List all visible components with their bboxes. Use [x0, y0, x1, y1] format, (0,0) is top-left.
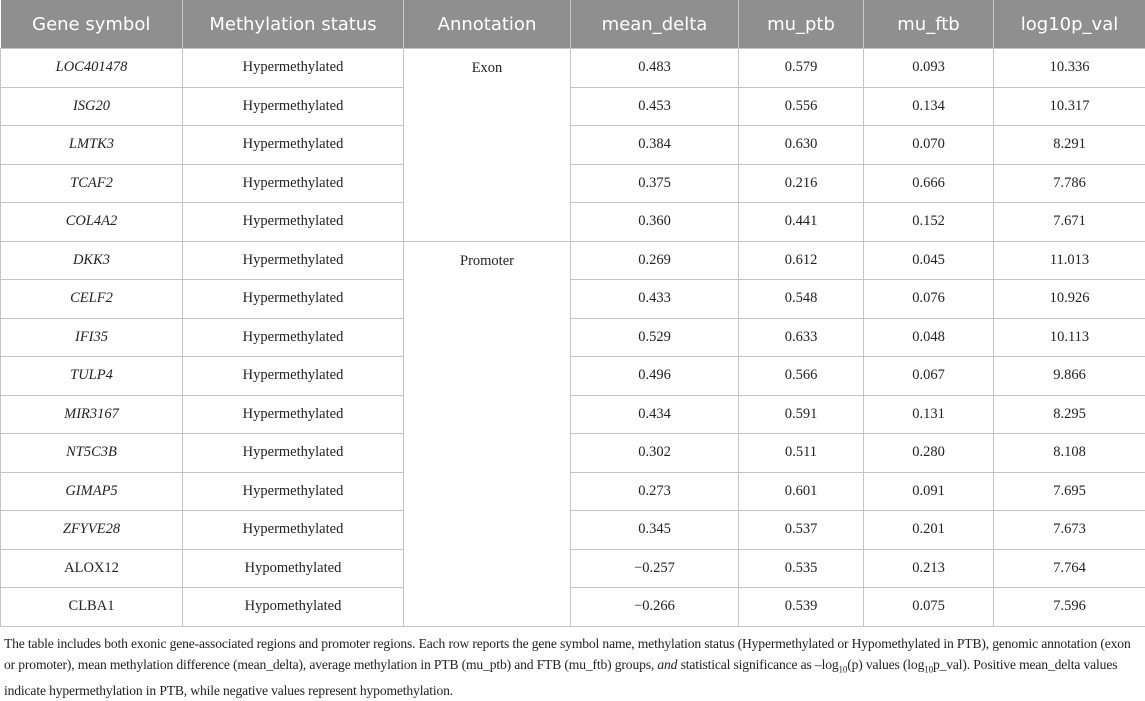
cell-mu-ptb: 0.537 — [739, 511, 864, 550]
table-row — [1, 318, 1145, 357]
table-caption — [0, 627, 1145, 701]
header-methylation-status: Methylation status — [183, 0, 404, 49]
cell-mu-ftb: 0.076 — [864, 280, 994, 319]
cell-log10p-val: 8.295 — [994, 395, 1145, 434]
cell-mu-ftb: 0.201 — [864, 511, 994, 550]
cell-mu-ptb: 0.601 — [739, 472, 864, 511]
cell-methylation-status: Hypermethylated — [183, 49, 404, 88]
cell-gene-symbol: TCAF2 — [1, 164, 183, 203]
cell-mu-ftb: 0.045 — [864, 241, 994, 280]
cell-log10p-val: 10.926 — [994, 280, 1145, 319]
header-mean-delta: mean_delta — [571, 0, 739, 49]
cell-mu-ftb: 0.093 — [864, 49, 994, 88]
cell-methylation-status: Hypermethylated — [183, 318, 404, 357]
cell-mu-ptb: 0.441 — [739, 203, 864, 242]
cell-mean-delta: 0.529 — [571, 318, 739, 357]
cell-methylation-status: Hypermethylated — [183, 395, 404, 434]
cell-methylation-status: Hypomethylated — [183, 588, 404, 627]
header-row — [1, 0, 1145, 49]
cell-gene-symbol: GIMAP5 — [1, 472, 183, 511]
cell-methylation-status: Hypermethylated — [183, 280, 404, 319]
cell-log10p-val: 11.013 — [994, 241, 1145, 280]
cell-gene-symbol: COL4A2 — [1, 203, 183, 242]
cell-gene-symbol: DKK3 — [1, 241, 183, 280]
cell-mean-delta: 0.273 — [571, 472, 739, 511]
cell-mu-ftb: 0.091 — [864, 472, 994, 511]
cell-log10p-val: 7.764 — [994, 549, 1145, 588]
cell-mu-ptb: 0.579 — [739, 49, 864, 88]
cell-gene-symbol: CELF2 — [1, 280, 183, 319]
cell-methylation-status: Hypermethylated — [183, 472, 404, 511]
cell-log10p-val: 7.671 — [994, 203, 1145, 242]
caption-text: The table includes both exonic gene-associated regions and promoter regions. Each row reports the gene symbol name, methylation status (Hypermethylated or Hypomethylated in PTB), genomic annotation (exon or promoter), mean methylation difference (mean_delta), average methylation in PTB (mu_ptb) and FTB (mu_ftb) groups, — [4, 636, 1131, 672]
cell-mu-ptb: 0.535 — [739, 549, 864, 588]
cell-mean-delta: 0.384 — [571, 126, 739, 165]
cell-annotation: Exon — [404, 49, 571, 242]
table-row — [1, 472, 1145, 511]
caption-text: (p) values (log — [847, 657, 924, 672]
cell-mu-ptb: 0.591 — [739, 395, 864, 434]
cell-gene-symbol: TULP4 — [1, 357, 183, 396]
cell-mu-ptb: 0.612 — [739, 241, 864, 280]
cell-mu-ftb: 0.067 — [864, 357, 994, 396]
cell-gene-symbol: ISG20 — [1, 87, 183, 126]
cell-mu-ptb: 0.548 — [739, 280, 864, 319]
caption-text: statistical significance as –log — [677, 657, 838, 672]
cell-gene-symbol: CLBA1 — [1, 588, 183, 627]
cell-mu-ftb: 0.134 — [864, 87, 994, 126]
cell-log10p-val: 8.291 — [994, 126, 1145, 165]
table-row — [1, 49, 1145, 88]
cell-log10p-val: 10.336 — [994, 49, 1145, 88]
caption-subscript: 10 — [839, 664, 848, 674]
cell-log10p-val: 7.673 — [994, 511, 1145, 550]
cell-mu-ftb: 0.213 — [864, 549, 994, 588]
cell-log10p-val: 8.108 — [994, 434, 1145, 473]
cell-mu-ptb: 0.566 — [739, 357, 864, 396]
cell-methylation-status: Hypermethylated — [183, 87, 404, 126]
cell-methylation-status: Hypermethylated — [183, 511, 404, 550]
header-gene-symbol: Gene symbol — [1, 0, 183, 49]
cell-mean-delta: 0.434 — [571, 395, 739, 434]
cell-gene-symbol: ZFYVE28 — [1, 511, 183, 550]
caption-text: and — [657, 657, 677, 672]
cell-mean-delta: −0.266 — [571, 588, 739, 627]
header-log10p-val: log10p_val — [994, 0, 1145, 49]
table-row — [1, 357, 1145, 396]
cell-gene-symbol: ALOX12 — [1, 549, 183, 588]
cell-mu-ftb: 0.131 — [864, 395, 994, 434]
cell-mu-ftb: 0.280 — [864, 434, 994, 473]
cell-methylation-status: Hypomethylated — [183, 549, 404, 588]
cell-mean-delta: 0.496 — [571, 357, 739, 396]
cell-gene-symbol: LOC401478 — [1, 49, 183, 88]
caption-subscript: 10 — [924, 664, 933, 674]
cell-mean-delta: 0.433 — [571, 280, 739, 319]
table-row — [1, 511, 1145, 550]
cell-log10p-val: 7.596 — [994, 588, 1145, 627]
cell-methylation-status: Hypermethylated — [183, 164, 404, 203]
cell-mean-delta: 0.345 — [571, 511, 739, 550]
header-mu-ptb: mu_ptb — [739, 0, 864, 49]
cell-gene-symbol: NT5C3B — [1, 434, 183, 473]
cell-mu-ptb: 0.511 — [739, 434, 864, 473]
cell-mean-delta: 0.483 — [571, 49, 739, 88]
cell-mu-ftb: 0.075 — [864, 588, 994, 627]
cell-log10p-val: 7.695 — [994, 472, 1145, 511]
cell-methylation-status: Hypermethylated — [183, 434, 404, 473]
cell-mu-ptb: 0.633 — [739, 318, 864, 357]
table-row — [1, 203, 1145, 242]
cell-mean-delta: 0.453 — [571, 87, 739, 126]
cell-log10p-val: 9.866 — [994, 357, 1145, 396]
cell-gene-symbol: MIR3167 — [1, 395, 183, 434]
cell-mean-delta: 0.360 — [571, 203, 739, 242]
cell-methylation-status: Hypermethylated — [183, 126, 404, 165]
table-row — [1, 280, 1145, 319]
cell-gene-symbol: IFI35 — [1, 318, 183, 357]
cell-methylation-status: Hypermethylated — [183, 203, 404, 242]
cell-mu-ptb: 0.556 — [739, 87, 864, 126]
header-annotation: Annotation — [404, 0, 571, 49]
cell-mu-ptb: 0.630 — [739, 126, 864, 165]
cell-log10p-val: 7.786 — [994, 164, 1145, 203]
cell-mean-delta: 0.269 — [571, 241, 739, 280]
table-row — [1, 549, 1145, 588]
cell-mu-ptb: 0.539 — [739, 588, 864, 627]
cell-mu-ftb: 0.048 — [864, 318, 994, 357]
header-mu-ftb: mu_ftb — [864, 0, 994, 49]
caption-text: p_val). Positive mean_delta values indicate hypermethylation in PTB, while negative values represent hypomethylation. — [4, 657, 1117, 699]
table-row — [1, 241, 1145, 280]
table-row — [1, 164, 1145, 203]
table-row — [1, 126, 1145, 165]
cell-annotation: Promoter — [404, 241, 571, 626]
cell-mu-ftb: 0.152 — [864, 203, 994, 242]
cell-log10p-val: 10.113 — [994, 318, 1145, 357]
cell-mu-ptb: 0.216 — [739, 164, 864, 203]
table-row — [1, 434, 1145, 473]
cell-log10p-val: 10.317 — [994, 87, 1145, 126]
cell-mean-delta: 0.375 — [571, 164, 739, 203]
cell-methylation-status: Hypermethylated — [183, 357, 404, 396]
cell-mu-ftb: 0.666 — [864, 164, 994, 203]
cell-methylation-status: Hypermethylated — [183, 241, 404, 280]
cell-mean-delta: 0.302 — [571, 434, 739, 473]
cell-mu-ftb: 0.070 — [864, 126, 994, 165]
cell-gene-symbol: LMTK3 — [1, 126, 183, 165]
cell-mean-delta: −0.257 — [571, 549, 739, 588]
table-row — [1, 588, 1145, 627]
table-row — [1, 395, 1145, 434]
table-row — [1, 87, 1145, 126]
